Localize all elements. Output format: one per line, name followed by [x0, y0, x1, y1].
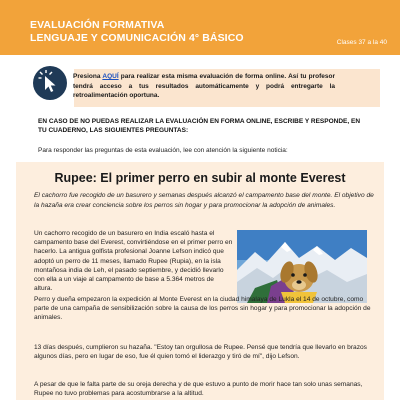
online-notice-text: [73, 72, 335, 101]
title-line-2: LENGUAJE Y COMUNICACIÓN 4° BÁSICO: [30, 32, 244, 44]
classes-label: Clases 37 a la 40: [336, 39, 387, 46]
article-paragraph-4: A pesar de que le falta parte de su oreja derecha y de que estuvo a punto de morir hace tan solo unas semanas, Rupee no tuvo problemas para acostumbrarse a la altitud.: [34, 381, 363, 398]
article-paragraph-3: 13 días después, cumplieron su hazaña. "Estoy tan orgullosa de Rupee. Pensé que tendría que llevarlo en brazos algunos días, pero en lugar de eso, fue él quien tomó el liderazgo y tiró de mí", dijo Lefson.: [34, 344, 367, 361]
article-paragraph-2: Perro y dueña empezaron la expedición al Monte Everest en la ciudad himalaya de Lukla el 14 de octubre, como parte de una campaña de sensibilización sobre la causa de los perros sin hogar y para promocionar la adopción de animales.: [34, 296, 371, 322]
online-link[interactable]: AQUÍ: [102, 73, 119, 80]
dog-mountain-photo: [237, 230, 367, 303]
news-article: [16, 162, 384, 400]
page-title: [30, 19, 244, 45]
mouse-cursor-click-icon: [33, 66, 67, 100]
article-paragraph-1: Un cachorro recogido de un basurero en India escaló hasta el campamento base del Everest, convirtiéndose en el primer perro en hacerlo. La antigua golfista profesional Joanne Lefson indicó que adoptó un perro de 11 meses, llamado Rupee (Rupia), en la isla montañosa india de Leh, el pasado septiembre, y decidió llevarlo con ella a un viaje al campamento de base a 5.364 metros de altura.: [34, 230, 233, 293]
instruction-text: EN CASO DE NO PUEDAS REALIZAR LA EVALUACIÓN EN FORMA ONLINE, ESCRIBE Y RESPONDE, EN TU CUADERNO, LAS SIGUIENTES PREGUNTAS:: [38, 118, 361, 134]
article-title: Rupee: El primer perro en subir al monte Everest: [54, 171, 346, 185]
title-line-1: EVALUACIÓN FORMATIVA: [30, 19, 165, 31]
online-prefix: Presiona: [73, 73, 103, 80]
article-lead: El cachorro fue recogido de un basurero y semanas después alcanzó el campamento base del monte. El objetivo de la hazaña era crear conciencia sobre los perros sin hogar y para promocionar la adopción de animales.: [34, 192, 374, 209]
intro-text: Para responder las preguntas de esta evaluación, lee con atención la siguiente noticia:: [38, 147, 288, 154]
online-suffix: para realizar esta misma evaluación de forma online. Así tu profesor tendrá acceso a tus resultados automáticamente y podrá entregarte la retroalimentación oportuna.: [73, 73, 335, 99]
online-notice: [33, 66, 378, 106]
